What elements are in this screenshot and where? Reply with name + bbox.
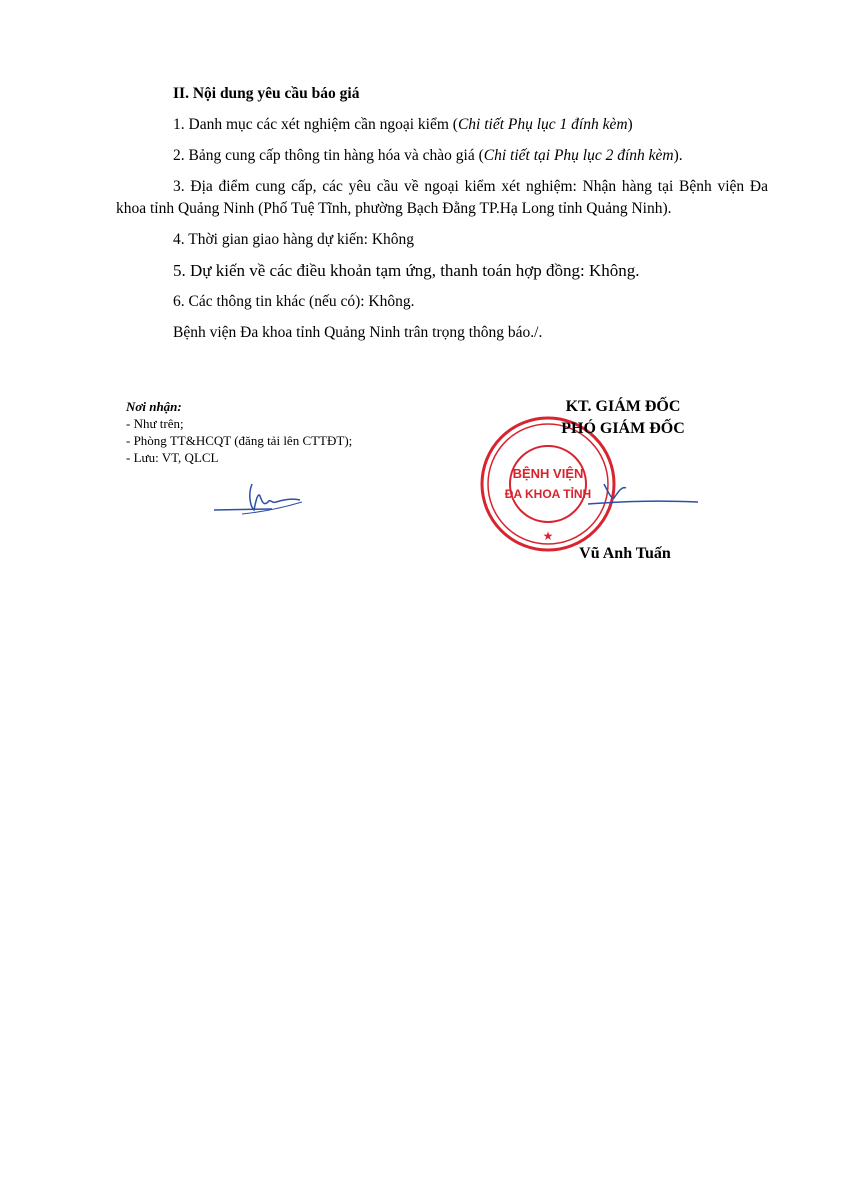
closing-line: Bệnh viện Đa khoa tỉnh Quảng Ninh trân trọng thông báo./. [173,324,543,341]
recipients-title: Nơi nhận: [126,399,182,414]
signer-title [528,396,718,440]
item-2: 2. Bảng cung cấp thông tin hàng hóa và chào giá (Chi tiết tại Phụ lục 2 đính kèm). [173,147,683,164]
item-6: 6. Các thông tin khác (nếu có): Không. [173,293,415,310]
item-5: 5. Dự kiến về các điều khoản tạm ứng, thanh toán hợp đồng: Không. [173,261,640,280]
svg-text:ĐA KHOA TỈNH: ĐA KHOA TỈNH [504,487,592,501]
item-3: 3. Địa điểm cung cấp, các yêu cầu về ngoại kiểm xét nghiệm: Nhận hàng tại Bệnh viện Đa khoa tỉnh Quảng Ninh (Phố Tuệ Tĩnh, phường Bạch Đằng TP.Hạ Long tỉnh Quảng Ninh). [116,178,768,217]
signer-name: Vũ Anh Tuấn [579,545,671,562]
director-signature [586,478,706,518]
document-body [116,83,768,353]
item-1: 1. Danh mục các xét nghiệm cần ngoại kiểm (Chi tiết Phụ lục 1 đính kèm) [173,116,633,133]
svg-text:★: ★ [542,529,554,543]
initial-signature [212,478,312,518]
recipient-line: - Như trên; [126,416,184,431]
recipient-line: - Lưu: VT, QLCL [126,450,219,465]
svg-text:BỆNH VIỆN: BỆNH VIỆN [512,466,584,481]
signer-line-1: KT. GIÁM ĐỐC [565,398,681,415]
signer-line-2: PHÓ GIÁM ĐỐC [561,420,685,437]
section-title: II. Nội dung yêu cầu báo giá [173,85,360,102]
item-4: 4. Thời gian giao hàng dự kiến: Không [173,231,415,248]
recipients-block [126,398,446,466]
recipient-line: - Phòng TT&HCQT (đăng tải lên CTTĐT); [126,433,353,448]
